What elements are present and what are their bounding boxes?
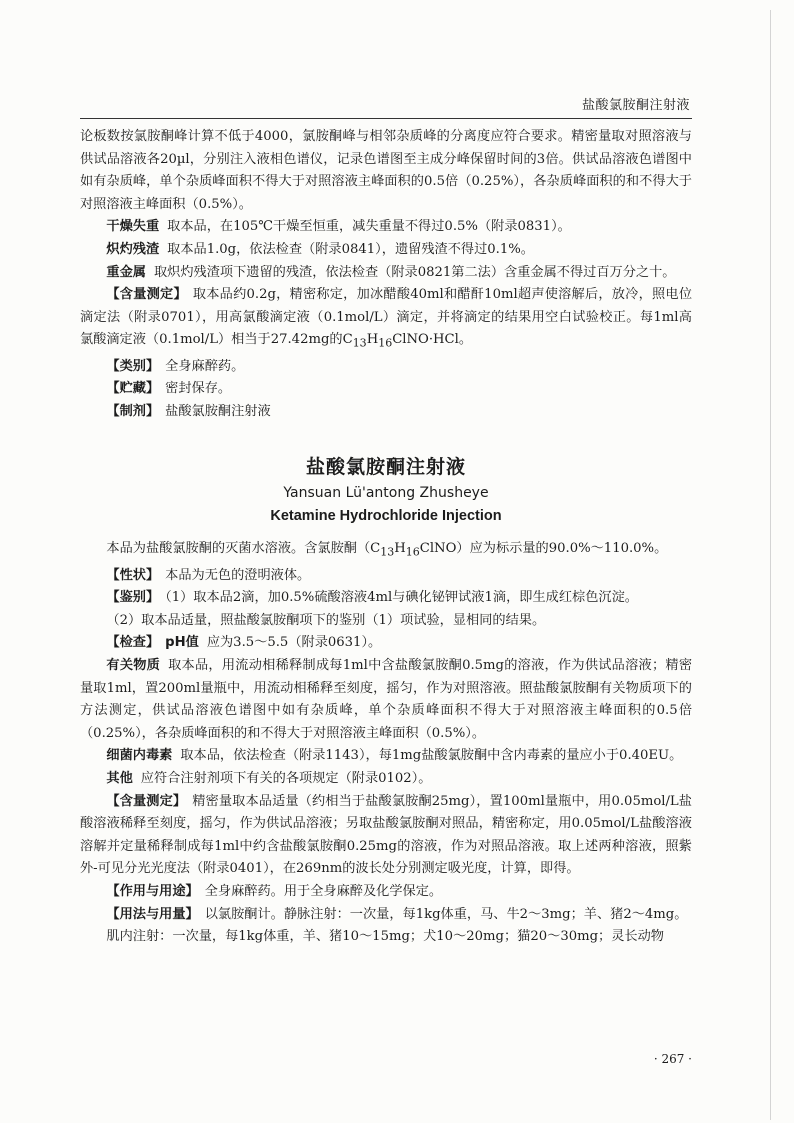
text-loss-on-drying: 取本品，在105℃干燥至恒重，减失重量不得过0.5%（附录0831）。: [167, 219, 571, 235]
heading-heavy-metals: 重金属: [106, 264, 146, 280]
paragraph-bacterial-endotoxins: [80, 745, 692, 768]
heading-identification: 【鉴别】: [106, 590, 160, 606]
formula-subscript: 13: [352, 336, 367, 350]
heading-tests: 【检查】: [106, 635, 160, 651]
paragraph-dosage: [80, 904, 692, 927]
formula-part: ClNO·HCl。: [392, 332, 473, 348]
paragraph-action-use: [80, 881, 692, 904]
text-dosage: 以氯胺酮计。静脉注射：一次量，每1kg体重，马、牛2～3mg；羊、猪2～4mg。: [204, 906, 688, 922]
text-preparations: 盐酸氯胺酮注射液: [165, 403, 271, 419]
paragraph-definition: [80, 538, 692, 564]
paragraph-residue-on-ignition: [80, 239, 692, 262]
heading-ph: pH值: [165, 635, 199, 651]
formula-part: ClNO）应为标示量的90.0%～110.0%。: [419, 541, 668, 557]
paragraph-system-suitability: 论板数按氯胺酮峰计算不低于4000，氯胺酮峰与相邻杂质峰的分离度应符合要求。精密量取对照溶液与供试品溶液各20µl，分别注入液相色谱仪，记录色谱图至主成分峰保留时间的3倍。供试品溶液色谱图中如有杂质峰，单个杂质峰面积不得大于对照溶液主峰面积的0.5倍（0.25%），各杂质峰面积的和不得大于对照溶液主峰面积（0.5%）。: [80, 129, 692, 212]
page-edge-rule: [770, 10, 771, 1120]
paragraph-injection-assay: [80, 791, 692, 881]
text-bacterial-endotoxins: 取本品，依法检查（附录1143），每1mg盐酸氯胺酮中含内毒素的量应小于0.40EU。: [180, 748, 683, 764]
heading-description: 【性状】: [106, 567, 160, 583]
text-related-substances: 取本品，用流动相稀释制成每1ml中含盐酸氯胺酮0.5mg的溶液，作为供试品溶液；精密量取1ml，置200ml量瓶中，用流动相稀释至刻度，摇匀，作为对照溶液。照盐酸氯胺酮有关物质项下的方法测定，供试品溶液色谱图中如有杂质峰，单个杂质峰面积不得大于对照溶液主峰面积的0.5倍（0.25%），各杂质峰面积的和不得大于对照溶液主峰面积（0.5%）。: [80, 657, 693, 741]
paragraph-tests-ph: [80, 632, 692, 655]
text-identification-1: （1）取本品2滴，加0.5%硫酸溶液4ml与碘化铋钾试液1滴，即生成红棕色沉淀。: [165, 590, 638, 606]
monograph-title: 盐酸氯胺酮注射液: [305, 456, 466, 479]
heading-preparations: 【制剂】: [106, 403, 160, 419]
paragraph-description: [80, 565, 692, 588]
paragraph-loss-on-drying: [80, 216, 692, 239]
heading-storage: 【贮藏】: [106, 381, 160, 397]
heading-assay: 【含量测定】: [106, 287, 187, 303]
paragraph-identification-2: （2）取本品适量，照盐酸氯胺酮项下的鉴别（1）项试验，显相同的结果。: [106, 612, 546, 628]
heading-dosage: 【用法与用量】: [106, 906, 199, 922]
page-content: [80, 126, 692, 949]
text-definition: 本品为盐酸氯胺酮的灭菌水溶液。含氯胺酮（C: [106, 541, 381, 557]
formula-part: H: [394, 541, 406, 557]
text-other: 应符合注射剂项下有关的各项规定（附录0102）。: [140, 770, 432, 786]
heading-residue-on-ignition: 炽灼残渣: [106, 241, 160, 257]
heading-other: 其他: [106, 770, 133, 786]
formula-part: H: [366, 332, 379, 348]
text-assay: 取本品约0.2g，精密称定，加冰醋酸40ml和醋酐10ml超声使溶解后，放冷，照电位滴定法（附录0701），用高氯酸滴定液（0.1mol/L）滴定，并将滴定的结果用空白试验校正。每1ml高氯酸滴定液（0.1mol/L）相当于27.42mg的C: [80, 287, 693, 348]
paragraph-assay: [80, 284, 692, 355]
text-heavy-metals: 取炽灼残渣项下遗留的残渣，依法检查（附录0821第二法）含重金属不得过百万分之十。: [153, 264, 676, 280]
heading-loss-on-drying: 干燥失重: [106, 219, 160, 235]
heading-category: 【类别】: [106, 358, 160, 374]
paragraph-other: [80, 768, 692, 791]
heading-injection-assay: 【含量测定】: [106, 793, 187, 809]
header-rule: [80, 118, 692, 119]
paragraph-storage: [80, 378, 692, 401]
text-action-use: 全身麻醉药。用于全身麻醉及化学保定。: [204, 883, 443, 899]
text-ph: 应为3.5～5.5（附录0631）。: [206, 635, 382, 651]
paragraph-intramuscular: 肌内注射：一次量，每1kg体重，羊、猪10～15mg；犬10～20mg；猫20～30mg；灵长动物: [106, 929, 664, 945]
heading-related-substances: 有关物质: [106, 657, 161, 673]
heading-bacterial-endotoxins: 细菌内毒素: [106, 748, 173, 764]
text-category: 全身麻醉药。: [165, 358, 245, 374]
paragraph-preparations: [80, 401, 692, 424]
text-residue-on-ignition: 取本品1.0g，依法检查（附录0841），遗留残渣不得过0.1%。: [167, 241, 534, 257]
text-injection-assay: 精密量取本品适量（约相当于盐酸氯胺酮25mg），置100ml量瓶中，用0.05mol/L盐酸溶液稀释至刻度，摇匀，作为供试品溶液；另取盐酸氯胺酮对照品，精密称定，用0.05mol/L盐酸溶液溶解并定量稀释制成每1ml中约含盐酸氯胺酮0.25mg的溶液，作为对照品溶液。取上述两种溶液，照紫外-可见分光光度法（附录0401），在269nm的波长处分别测定吸光度，计算，即得。: [80, 793, 692, 877]
paragraph-related-substances: [80, 655, 692, 745]
text-description: 本品为无色的澄明液体。: [165, 567, 311, 583]
paragraph-heavy-metals: [80, 262, 692, 285]
paragraph-category: [80, 356, 692, 379]
paragraph-identification-1: [80, 587, 692, 610]
text-storage: 密封保存。: [165, 381, 232, 397]
page-number: · 267 ·: [653, 1052, 692, 1066]
formula-subscript: 16: [378, 336, 393, 350]
monograph-pinyin: Yansuan Lü'antong Zhusheye: [283, 485, 489, 502]
monograph-english-title: Ketamine Hydrochloride Injection: [270, 508, 502, 525]
heading-action-use: 【作用与用途】: [106, 883, 199, 899]
formula-subscript: 13: [380, 546, 395, 559]
formula-subscript: 16: [405, 546, 420, 559]
running-head: 盐酸氯胺酮注射液: [581, 98, 690, 113]
